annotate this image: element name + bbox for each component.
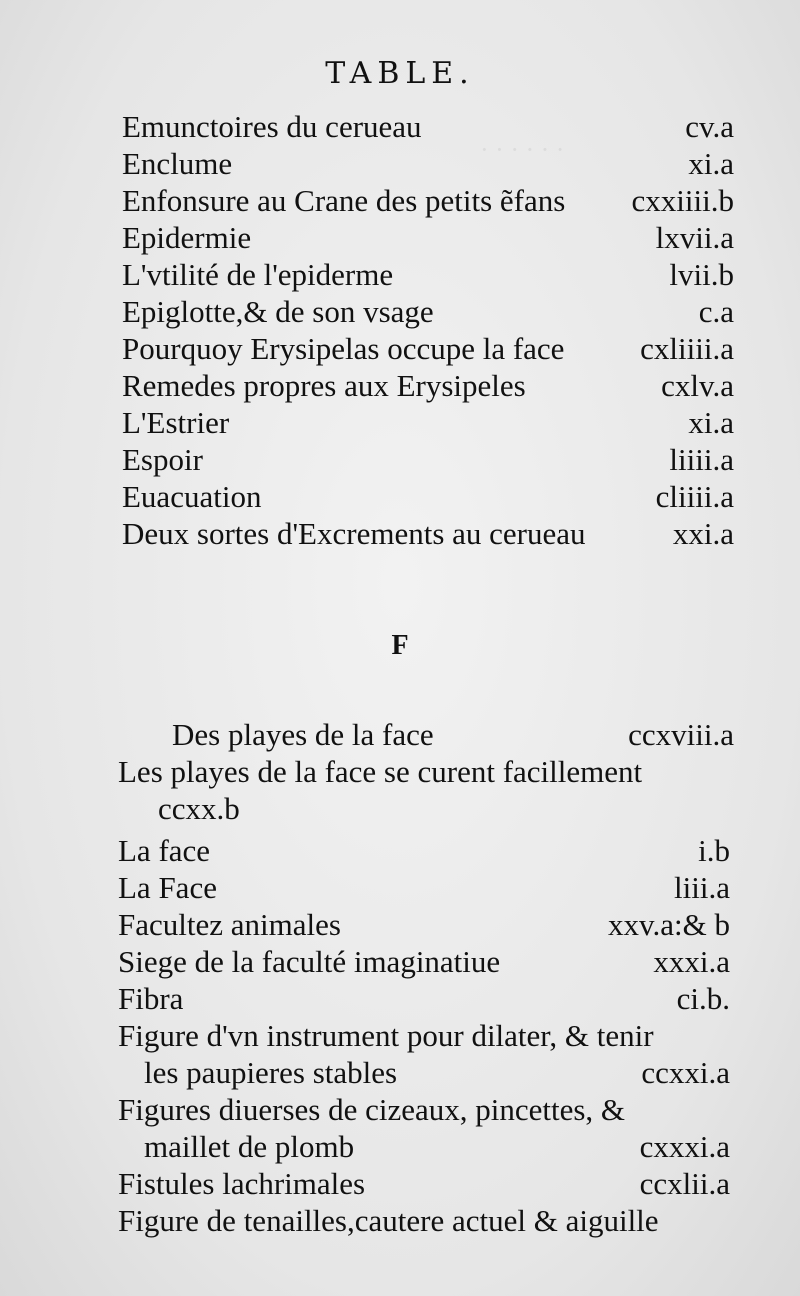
entry-text: Epiglotte,& de son vsage (122, 294, 434, 329)
entry-ref: liiii.a (669, 442, 734, 477)
index-entry (122, 219, 734, 256)
index-entry (118, 980, 730, 1017)
entry-text: Des playes de la face (172, 717, 434, 752)
entry-text: Les playes de la face se curent facillement (118, 754, 643, 789)
index-entry-continuation (118, 1128, 730, 1165)
index-entry (118, 906, 730, 943)
index-entry (122, 293, 734, 330)
entry-text: Figure d'vn instrument pour dilater, & tenir (118, 1018, 654, 1053)
index-entry (118, 943, 730, 980)
entry-ref: cxlv.a (661, 368, 734, 403)
index-entry (122, 441, 734, 478)
entry-ref: ccxviii.a (628, 717, 734, 752)
index-entry (118, 1017, 730, 1054)
index-entry (122, 182, 734, 219)
index-entry (118, 869, 730, 906)
entry-ref: cxxiiii.b (631, 183, 734, 218)
entry-ref: ccxxi.a (641, 1055, 730, 1090)
entry-text: Figures diuerses de cizeaux, pincettes, & (118, 1092, 626, 1127)
entry-text: Emunctoires du cerueau (122, 109, 422, 144)
entry-text: Epidermie (122, 220, 252, 255)
entry-ref: xi.a (688, 146, 734, 181)
entry-text: Facultez animales (118, 907, 341, 942)
entry-ref: ci.b. (676, 981, 730, 1016)
entry-ref: cliiii.a (655, 479, 734, 514)
entry-ref: cv.a (685, 109, 734, 144)
bleed-through: · · · · · · (480, 135, 565, 164)
entry-continuation: maillet de plomb (144, 1129, 355, 1164)
entry-text: Enfonsure au Crane des petits ẽfans (122, 183, 566, 218)
entry-ref: c.a (698, 294, 734, 329)
index-entry (118, 1202, 730, 1239)
entry-ref: ccxx.b (158, 791, 240, 826)
index-entry (122, 515, 734, 552)
section-letter: F (391, 630, 409, 661)
entry-text: Enclume (122, 146, 233, 181)
index-entry (122, 256, 734, 293)
index-entry (122, 108, 734, 145)
entry-text: L'vtilité de l'epiderme (122, 257, 394, 292)
entry-text: Fistules lachrimales (118, 1166, 366, 1201)
entry-ref: xxv.a:& b (608, 907, 730, 942)
entry-continuation: les paupieres stables (144, 1055, 398, 1090)
entry-ref: lvii.b (669, 257, 734, 292)
index-entry (118, 1091, 730, 1128)
index-entry (118, 753, 730, 790)
entry-text: La face (118, 833, 211, 868)
index-entry (118, 1165, 730, 1202)
entry-text: Siege de la faculté imaginatiue (118, 944, 501, 979)
entry-text: Pourquoy Erysipelas occupe la face (122, 331, 565, 366)
entry-text: Euacuation (122, 479, 262, 514)
entry-ref: cxxxi.a (639, 1129, 730, 1164)
entry-text: Deux sortes d'Excrements au cerueau (122, 516, 586, 551)
index-entry (118, 832, 730, 869)
entry-text: La Face (118, 870, 217, 905)
index-entry-continuation (118, 1054, 730, 1091)
index-entry (122, 404, 734, 441)
entry-text: Fibra (118, 981, 184, 1016)
entry-ref: xxxi.a (653, 944, 730, 979)
entry-ref: lxvii.a (655, 220, 734, 255)
entry-ref: xi.a (688, 405, 734, 440)
index-entry (122, 145, 734, 182)
entry-text: Figure de tenailles,cautere actuel & aiguille (118, 1203, 659, 1238)
entry-ref: xxi.a (672, 516, 734, 551)
index-entry (122, 478, 734, 515)
entry-ref: cxliiii.a (640, 331, 734, 366)
entry-text: L'Estrier (122, 405, 230, 440)
entry-text: Remedes propres aux Erysipeles (122, 368, 526, 403)
entry-ref: i.b (698, 833, 730, 868)
index-entry (122, 367, 734, 404)
index-entry (122, 716, 734, 753)
entry-text: Espoir (122, 442, 203, 477)
index-entry (122, 330, 734, 367)
entry-ref: liii.a (674, 870, 730, 905)
entry-ref: ccxlii.a (639, 1166, 730, 1201)
page-header: TABLE. (325, 56, 475, 91)
